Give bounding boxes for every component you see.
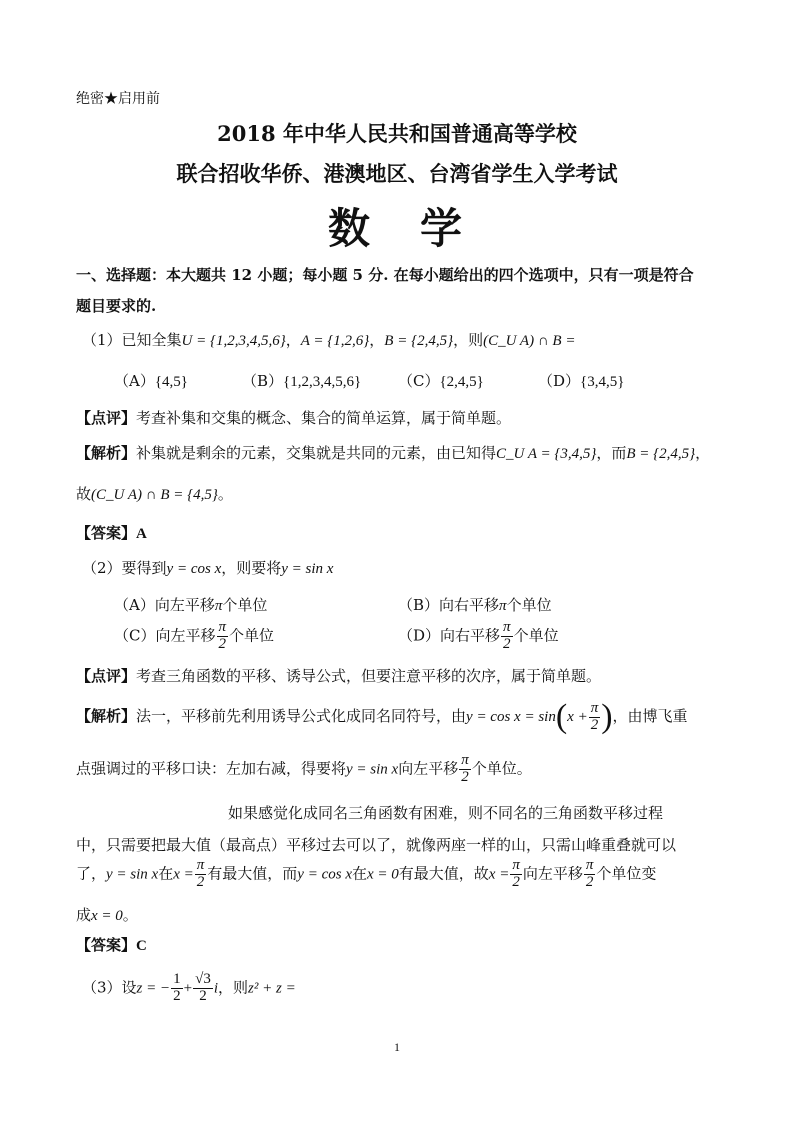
q2-paragraph-line3 bbox=[76, 858, 656, 891]
fraction-numerator: π bbox=[512, 857, 520, 873]
q2-text: ，则要将 bbox=[221, 559, 282, 577]
analysis-tag: 【解析】 bbox=[76, 707, 137, 725]
comment-tag: 【点评】 bbox=[76, 409, 137, 427]
q1-set-a: A = {1,2,6} bbox=[300, 333, 370, 349]
option-text: 向左平移 bbox=[155, 626, 216, 645]
analysis-math: (C_U A) ∩ B = {4,5} bbox=[91, 487, 218, 503]
analysis-math: B = {2,4,5} bbox=[626, 446, 696, 462]
comment-text: 考查补集和交集的概念、集合的简单运算，属于简单题。 bbox=[136, 409, 512, 427]
fraction-denominator: 2 bbox=[173, 987, 181, 1004]
answer-value: C bbox=[136, 938, 147, 954]
q2-option-c bbox=[114, 620, 274, 653]
q1-comment bbox=[76, 407, 511, 428]
q3-text: ，则 bbox=[218, 978, 249, 997]
fraction bbox=[217, 620, 229, 653]
q3-math: + bbox=[183, 980, 193, 997]
fraction bbox=[195, 858, 207, 891]
paragraph-text: 。 bbox=[122, 906, 138, 924]
analysis-math: y = sin x bbox=[346, 761, 399, 778]
q2-math: y = sin x bbox=[281, 561, 334, 577]
fraction-denominator: 2 bbox=[503, 635, 511, 652]
paragraph-text: 有最大值，故 bbox=[398, 864, 489, 883]
q3-math: i bbox=[213, 980, 219, 997]
q1-label: （1）已知全集 bbox=[82, 331, 182, 349]
option-text: 向右平移 bbox=[440, 626, 501, 645]
analysis-text: 点强调过的平移口诀：左加右减，得要将 bbox=[76, 759, 347, 778]
q1-option-a bbox=[114, 370, 188, 391]
option-label: （A） bbox=[114, 596, 155, 614]
q1-option-c bbox=[398, 370, 484, 391]
q2-label: （2）要得到 bbox=[82, 559, 167, 577]
analysis-math: y = cos x = sin bbox=[466, 709, 556, 725]
q3-label: （3）设 bbox=[82, 978, 137, 997]
paragraph-text: 成 bbox=[76, 906, 92, 924]
q1-option-b bbox=[242, 370, 361, 391]
fraction bbox=[459, 753, 471, 786]
fraction-numerator: π bbox=[503, 619, 511, 635]
fraction-denominator: 2 bbox=[590, 716, 599, 733]
fraction bbox=[501, 620, 513, 653]
subject-title: 数 学 bbox=[327, 204, 466, 253]
fraction bbox=[589, 701, 601, 734]
right-paren: ) bbox=[601, 698, 613, 735]
q1-analysis-line1 bbox=[76, 442, 710, 463]
analysis-text: 法一，平移前先利用诱导公式化成同名同符号，由 bbox=[136, 707, 467, 725]
analysis-text: 向左平移 bbox=[398, 759, 459, 778]
q2-option-a bbox=[114, 594, 267, 615]
option-label: （C） bbox=[114, 626, 156, 645]
option-label: （A） bbox=[114, 372, 155, 390]
analysis-text: ， bbox=[695, 444, 711, 462]
fraction-numerator: π bbox=[218, 619, 227, 635]
q2-comment bbox=[76, 665, 601, 686]
option-value: {3,4,5} bbox=[580, 374, 625, 390]
fraction-denominator: 2 bbox=[196, 873, 205, 890]
paragraph-text: 个单位变 bbox=[596, 864, 657, 883]
fraction-numerator: π bbox=[585, 857, 594, 873]
fraction-denominator: 2 bbox=[218, 635, 226, 652]
answer-tag: 【答案】 bbox=[76, 936, 137, 954]
section-heading-line2: 题目要求的. bbox=[76, 297, 157, 315]
fraction bbox=[584, 858, 596, 891]
fraction-numerator: √3 bbox=[195, 971, 211, 987]
option-text: 向左平移 bbox=[154, 596, 215, 614]
page-number: 1 bbox=[394, 1040, 400, 1054]
analysis-text: 。 bbox=[217, 485, 233, 503]
section-heading-line1: 一、选择题：本大题共 12 小题；每小题 5 分. 在每小题给出的四个选项中，只有一项是符合 bbox=[76, 266, 694, 284]
fraction-numerator: π bbox=[590, 699, 599, 716]
q1-expr: (C_U A) ∩ B = bbox=[483, 333, 576, 349]
fraction-numerator: π bbox=[461, 752, 469, 768]
q2-paragraph-line4 bbox=[76, 904, 138, 925]
q1-ask: ，则 bbox=[453, 331, 484, 349]
q1-option-d bbox=[538, 370, 624, 391]
option-math: π bbox=[499, 598, 507, 614]
q2-paragraph-line2: 中，只需要把最大值（最高点）平移过去可以了，就像两座一样的山，只需山峰重叠就可以 bbox=[76, 836, 677, 854]
option-text: 个单位 bbox=[229, 626, 275, 645]
q2-math: y = cos x bbox=[166, 561, 222, 577]
fraction-denominator: 2 bbox=[199, 987, 207, 1004]
fraction bbox=[510, 858, 522, 891]
paragraph-text: 向左平移 bbox=[522, 864, 583, 883]
fraction-denominator: 2 bbox=[585, 873, 594, 890]
paragraph-math: y = sin x bbox=[106, 866, 159, 883]
analysis-tag: 【解析】 bbox=[76, 444, 137, 462]
q1-sep1: ， bbox=[285, 331, 301, 349]
fraction-numerator: 1 bbox=[173, 971, 181, 987]
analysis-text: 个单位。 bbox=[471, 759, 532, 778]
q2-analysis-line1 bbox=[76, 700, 688, 734]
question-2 bbox=[82, 557, 333, 578]
option-label: （D） bbox=[538, 372, 581, 390]
paragraph-math: x = 0 bbox=[367, 866, 399, 883]
q2-answer bbox=[76, 934, 147, 955]
paragraph-math: x = bbox=[173, 866, 194, 883]
exam-title-line1: 2018 年中华人民共和国普通高等学校 bbox=[217, 121, 577, 146]
comment-tag: 【点评】 bbox=[76, 667, 137, 685]
q1-answer bbox=[76, 522, 147, 543]
option-math: π bbox=[214, 598, 223, 614]
option-text: 个单位 bbox=[506, 596, 552, 614]
q1-analysis-line2 bbox=[76, 483, 233, 504]
paragraph-math: y = cos x bbox=[297, 866, 352, 883]
option-text: 个单位 bbox=[513, 626, 559, 645]
option-value: {1,2,3,4,5,6} bbox=[283, 374, 362, 390]
fraction-denominator: 2 bbox=[512, 873, 520, 890]
fraction bbox=[171, 972, 183, 1005]
option-label: （B） bbox=[242, 372, 284, 390]
q1-set-b: B = {2,4,5} bbox=[384, 333, 454, 349]
q3-math: z = − bbox=[136, 980, 171, 997]
q1-set-u: U = {1,2,3,4,5,6} bbox=[181, 333, 286, 349]
option-label: （C） bbox=[398, 372, 440, 390]
q2-option-d bbox=[398, 620, 559, 653]
analysis-text: ，由博飞重 bbox=[612, 707, 688, 725]
paragraph-math: x = 0 bbox=[91, 908, 123, 924]
analysis-text: 故 bbox=[76, 485, 92, 503]
analysis-math: x + bbox=[567, 709, 588, 725]
fraction bbox=[193, 972, 213, 1005]
q2-option-b bbox=[398, 594, 552, 615]
paragraph-text: 在 bbox=[351, 864, 367, 883]
option-text: 向右平移 bbox=[439, 596, 500, 614]
question-3 bbox=[82, 972, 296, 1005]
analysis-math: C_U A = {3,4,5} bbox=[496, 446, 597, 462]
option-value: {4,5} bbox=[154, 374, 188, 390]
option-text: 个单位 bbox=[222, 596, 268, 614]
exam-title-line2: 联合招收华侨、港澳地区、台湾省学生入学考试 bbox=[176, 161, 618, 186]
fraction-numerator: π bbox=[196, 857, 205, 873]
option-value: {2,4,5} bbox=[439, 374, 484, 390]
question-1 bbox=[82, 329, 575, 350]
analysis-text: 补集就是剩余的元素，交集就是共同的元素，由已知得 bbox=[136, 444, 497, 462]
paragraph-text: 在 bbox=[158, 864, 174, 883]
fraction-denominator: 2 bbox=[461, 768, 469, 785]
q2-paragraph-line1: 如果感觉化成同名三角函数有困难，则不同名的三角函数平移过程 bbox=[228, 804, 664, 822]
confidential-label: 绝密★启用前 bbox=[76, 91, 160, 107]
left-paren: ( bbox=[555, 698, 568, 735]
paragraph-text: 了， bbox=[76, 864, 107, 883]
q3-math: z² + z = bbox=[248, 980, 296, 997]
q2-analysis-line2 bbox=[76, 753, 532, 786]
paragraph-math: x = bbox=[488, 866, 510, 883]
q1-sep2: ， bbox=[369, 331, 385, 349]
answer-tag: 【答案】 bbox=[76, 524, 137, 542]
option-label: （D） bbox=[398, 626, 441, 645]
comment-text: 考查三角函数的平移、诱导公式，但要注意平移的次序，属于简单题。 bbox=[136, 667, 602, 685]
paragraph-text: 有最大值，而 bbox=[207, 864, 298, 883]
answer-value: A bbox=[136, 526, 147, 542]
option-label: （B） bbox=[398, 596, 440, 614]
analysis-text: ，而 bbox=[596, 444, 627, 462]
